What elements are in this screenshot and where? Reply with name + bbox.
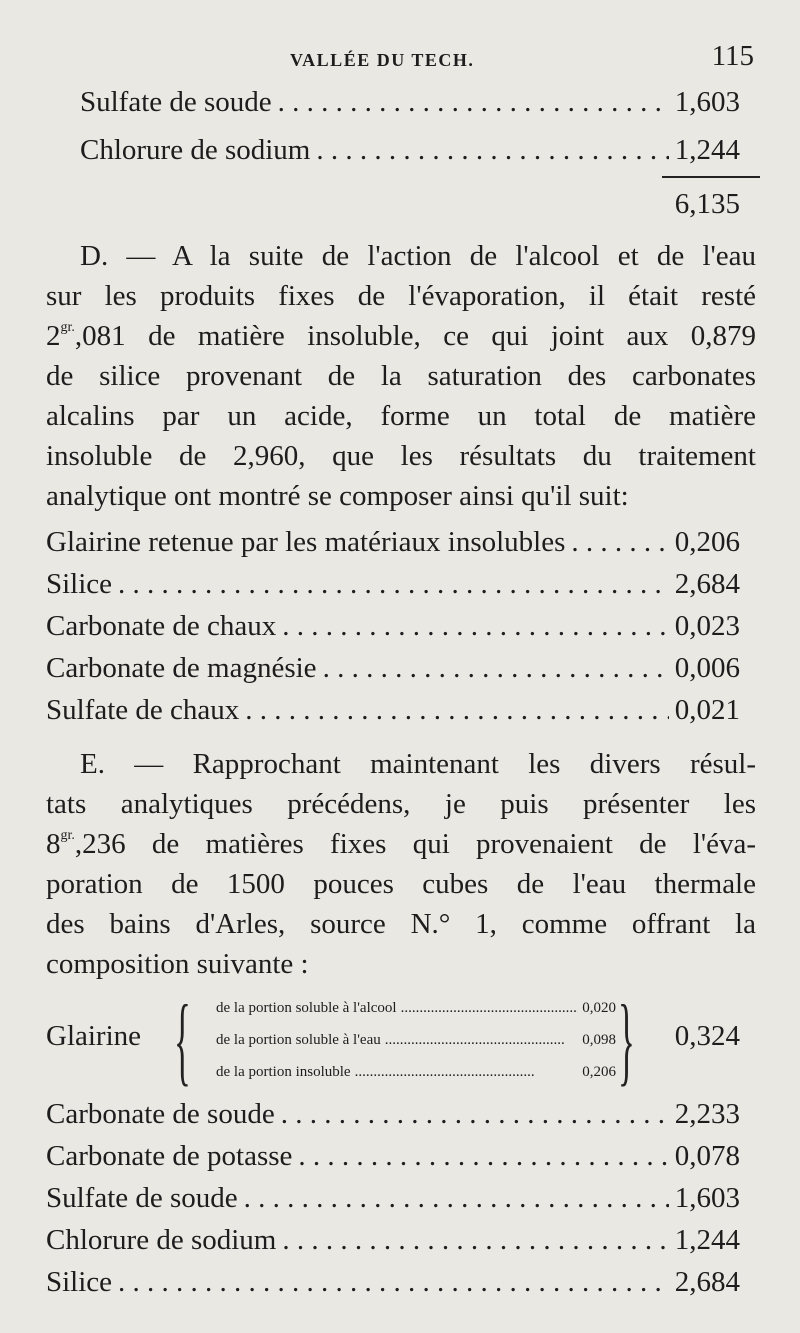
paragraph-line: des bains d'Arles, source N.° 1, comme offrant la [46, 908, 756, 940]
page-number: 115 [711, 40, 754, 72]
right-brace: } [618, 984, 635, 1095]
list-item: Chlorure de sodium . . . 1,244 [80, 130, 740, 170]
paragraph-line: D. — A la suite de l'action de l'alcool et de l'eau [80, 240, 756, 272]
page-header [0, 40, 800, 80]
sum-total: 6,135 [674, 188, 740, 220]
list-item: Sulfate de chaux . . . 0,021 [46, 690, 740, 730]
list-item: Carbonate de magnésie . . . 0,006 [46, 648, 740, 688]
list-item: Carbonate de chaux . . . 0,023 [46, 606, 740, 646]
glairine-label: Glairine [46, 1020, 142, 1052]
list-item: Chlorure de sodium . . . 1,244 [46, 1220, 740, 1260]
list-item: Silice . . . 2,684 [46, 1262, 740, 1302]
list-item: de la portion soluble à l'alcool ..... 0,020 [216, 992, 616, 1024]
running-head: VALLÉE DU TECH. [290, 50, 475, 70]
list-item: Glairine retenue par les matériaux insolubles . . . 0,206 [46, 522, 740, 562]
paragraph-line: alcalins par un acide, forme un total de matière [46, 400, 756, 432]
amount: $8^{gr.},236$ [46, 828, 126, 860]
paragraph-line: sur les produits fixes de l'évaporation, il était resté [46, 280, 756, 312]
amount: $2^{gr.},081$ [46, 320, 126, 352]
list-item: Carbonate de soude . . . 2,233 [46, 1094, 740, 1134]
list-item: Silice . . . 2,684 [46, 564, 740, 604]
glairine-parts [216, 992, 616, 1088]
paragraph-line: $2^{gr.},081$ de matière insoluble, ce qui joint aux 0,879 [46, 320, 756, 352]
list-item: Carbonate de potasse . . . 0,078 [46, 1136, 740, 1176]
paragraph-line: poration de 1500 pouces cubes de l'eau thermale [46, 868, 756, 900]
glairine-total: 0,324 [674, 1020, 740, 1052]
paragraph-line: insoluble de 2,960, que les résultats du traitement [46, 440, 756, 472]
paragraph-line: $8^{gr.},236$ de matières fixes qui provenaient de l'éva- [46, 828, 756, 860]
paragraph-line: analytique ont montré se composer ainsi qu'il suit: [46, 480, 629, 512]
paragraph-line: tats analytiques précédens, je puis présenter les [46, 788, 756, 820]
paragraph-line: composition suivante : [46, 948, 309, 980]
glairine-breakdown [46, 984, 740, 1095]
paragraph-line: E. — Rapprochant maintenant les divers résul- [80, 748, 756, 780]
left-brace: { [174, 984, 191, 1095]
sum-rule [662, 176, 760, 178]
paragraph-line: de silice provenant de la saturation des carbonates [46, 360, 756, 392]
list-item: de la portion insoluble ..... 0,206 [216, 1056, 616, 1088]
list-item: de la portion soluble à l'eau ..... 0,098 [216, 1024, 616, 1056]
list-item: Sulfate de soude . . . 1,603 [46, 1178, 740, 1218]
list-item: Sulfate de soude . . . 1,603 [80, 82, 740, 122]
